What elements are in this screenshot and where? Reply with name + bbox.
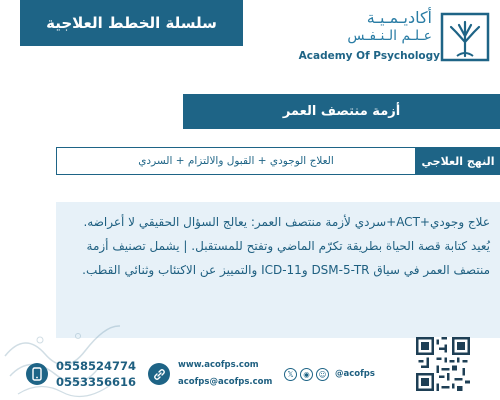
series-title: سلسلة الخطط العلاجية <box>46 14 217 32</box>
snapchat-icon[interactable]: ☺ <box>316 368 329 381</box>
phone-contact <box>26 356 136 392</box>
approach-value: العلاج الوجودي + القبول والالتزام + السردي <box>56 147 416 175</box>
phone-number-1[interactable]: 0558524774 <box>56 359 137 373</box>
social-links <box>284 356 375 392</box>
phone-icon <box>26 363 48 385</box>
social-handle[interactable]: @acofps <box>335 369 375 379</box>
plan-title-banner <box>183 94 500 129</box>
logo-arabic-line2: عـلـم الـنـفـس <box>347 28 432 44</box>
tree-logo-icon <box>440 12 490 62</box>
approach-row <box>56 147 500 175</box>
phone-number-2[interactable]: 0553356616 <box>56 375 137 389</box>
instagram-icon[interactable]: ◉ <box>300 368 313 381</box>
link-icon <box>148 363 170 385</box>
approach-label: النهج العلاجي <box>416 147 500 175</box>
logo-english-name: Academy Of Psychology <box>298 50 440 62</box>
series-title-banner <box>20 0 243 46</box>
email-link[interactable]: acofps@acofps.com <box>178 377 273 387</box>
plan-description: علاج وجودي+ACT+سردي لأزمة منتصف العمر: يعالج السؤال الحقيقي لا أعراضه. يُعيد كتابة قصة الحياة بطريقة تكرّم الماضي وتفتح للمستقبل. | يشمل تصنيف أزمة منتصف العمر في سياق DSM-5-TR وICD-11 والتمييز عن الاكتئاب وثنائي القطب. <box>82 215 490 277</box>
academy-logo <box>298 8 490 68</box>
web-contact <box>148 356 272 392</box>
x-icon[interactable]: 𝕏 <box>284 368 297 381</box>
website-link[interactable]: www.acofps.com <box>178 360 259 370</box>
qr-code <box>416 337 470 391</box>
plan-title: أزمة منتصف العمر <box>282 104 401 119</box>
logo-arabic-line1: أكاديـمـيـة <box>366 8 432 27</box>
